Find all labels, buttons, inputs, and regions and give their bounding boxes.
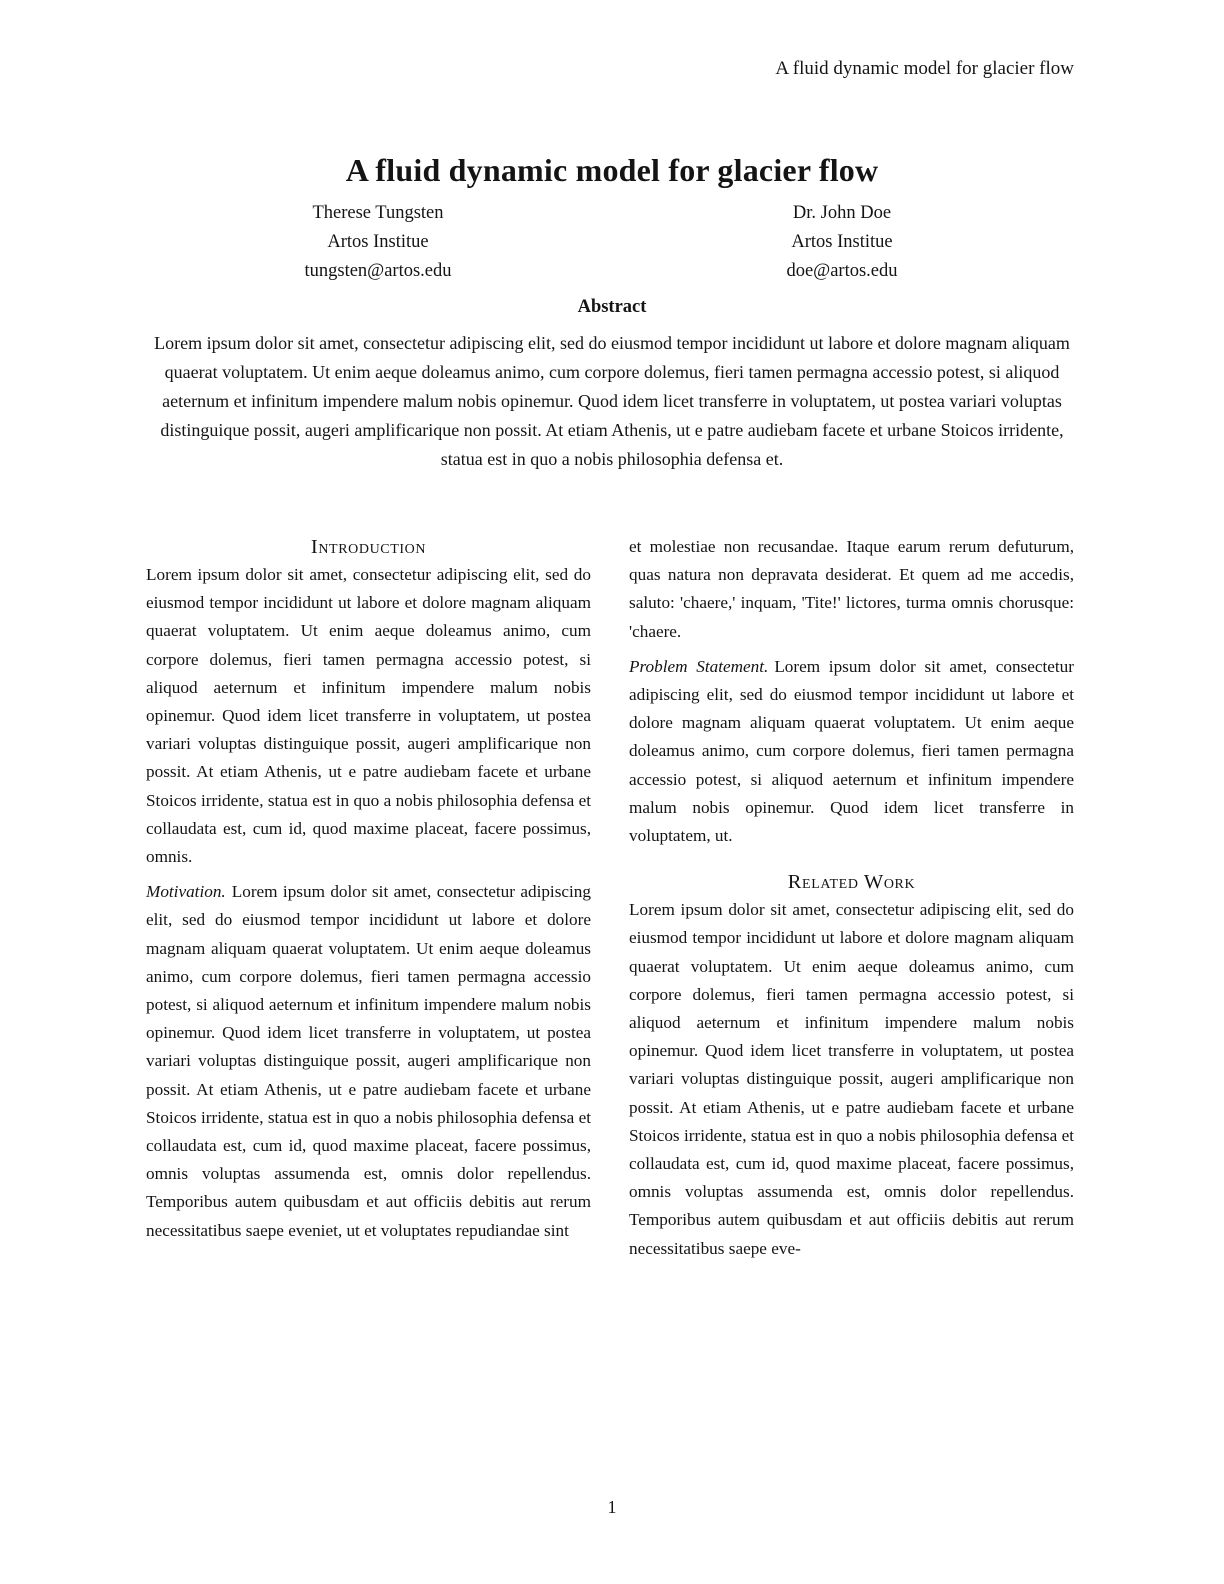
abstract-heading: Abstract [577, 297, 647, 317]
section-heading-related-work: Related Work [787, 871, 916, 894]
introduction-paragraph: Lorem ipsum dolor sit amet, consectetur adipiscing elit, sed do eiusmod tempor incididunt ut labore et dolore magnam aliquam quaerat voluptatem. Ut enim aeque doleamus animo, cum corpore dolemus, fieri tamen permagna accessio potest, si aliquod aeternum et infinitum impendere malum nobis opinemur. Quod idem licet transferre in voluptatem, ut postea variari voluptas distinguique possit, augeri amplificarique non possit. At etiam Athenis, ut e patre audiebam facete et urbane Stoicos irridente, statua est in quo a nobis philosophia defensa et collaudata est, cum id, quod maxime placeat, facere possimus, omnis. [146, 565, 591, 867]
author-2 [610, 199, 1074, 286]
column-right [629, 533, 1074, 1263]
author-email: tungsten@artos.edu [304, 261, 452, 281]
author-affiliation: Artos Institue [791, 232, 893, 252]
motivation-paragraph [146, 878, 591, 1245]
column-left [146, 533, 591, 1263]
section-heading-introduction: Introduction [310, 536, 427, 558]
two-column-body [146, 533, 1074, 1263]
abstract-text: Lorem ipsum dolor sit amet, consectetur adipiscing elit, sed do eiusmod tempor incididunt ut labore et dolore magnam aliquam quaerat voluptatem. Ut enim aeque doleamus animo, cum corpore dolemus, fieri tamen permagna accessio potest, si aliquod aeternum et infinitum impendere malum nobis opinemur. Quod idem licet transferre in voluptatem, ut postea variari voluptas distinguique possit, augeri amplificarique non possit. At etiam Athenis, ut e patre audiebam facete et urbane Stoicos irridente, statua est in quo a nobis philosophia defensa et. [154, 333, 1070, 469]
author-name: Dr. John Doe [792, 203, 892, 223]
author-block [146, 199, 1074, 286]
motivation-label: Motivation. [146, 882, 226, 902]
running-head: A fluid dynamic model for glacier flow [775, 58, 1074, 79]
author-1 [146, 199, 610, 286]
author-name: Therese Tungsten [312, 203, 444, 223]
problem-statement-label: Problem Statement. [629, 656, 769, 676]
problem-statement-paragraph [629, 653, 1074, 850]
related-work-paragraph: Lorem ipsum dolor sit amet, consectetur adipiscing elit, sed do eiusmod tempor incididunt ut labore et dolore magnam aliquam quaerat voluptatem. Ut enim aeque doleamus animo, cum corpore dolemus, fieri tamen permagna accessio potest, si aliquod aeternum et infinitum impendere malum nobis opinemur. Quod idem licet transferre in voluptatem, ut postea variari voluptas distinguique possit, augeri amplificarique non possit. At etiam Athenis, ut e patre audiebam facete et urbane Stoicos irridente, statua est in quo a nobis philosophia defensa et collaudata est, cum id, quod maxime placeat, facere possimus, omnis voluptas assumenda est, omnis dolor repellendus. Temporibus autem quibusdam et aut officiis debitis aut rerum necessitatibus saepe eve- [629, 900, 1074, 1258]
author-affiliation: Artos Institue [327, 232, 429, 252]
author-email: doe@artos.edu [786, 261, 898, 281]
continuation-paragraph: et molestiae non recusandae. Itaque earum rerum defuturum, quas natura non depravata desiderat. Et quem ad me accedis, saluto: 'chaere,' inquam, 'Tite!' lictores, turma omnis chorusque: 'chaere. [629, 537, 1074, 641]
paper-title: A fluid dynamic model for glacier flow [345, 152, 879, 189]
motivation-text: Lorem ipsum dolor sit amet, consectetur adipiscing elit, sed do eiusmod tempor incididunt ut labore et dolore magnam aliquam quaerat voluptatem. Ut enim aeque doleamus animo, cum corpore dolemus, fieri tamen permagna accessio potest, si aliquod aeternum et infinitum impendere malum nobis opinemur. Quod idem licet transferre in voluptatem, ut postea variari voluptas distinguique possit, augeri amplificarique non possit. At etiam Athenis, ut e patre audiebam facete et urbane Stoicos irridente, statua est in quo a nobis philosophia defensa et collaudata est, cum id, quod maxime placeat, facere possimus, omnis voluptas assumenda est, omnis dolor repellendus. Temporibus autem quibusdam et aut officiis debitis aut rerum necessitatibus saepe eveniet, ut et voluptates repudiandae sint [146, 882, 591, 1240]
page-number: 1 [607, 1497, 617, 1517]
problem-statement-text: Lorem ipsum dolor sit amet, consectetur adipiscing elit, sed do eiusmod tempor incididunt ut labore et dolore magnam aliquam quaerat voluptatem. Ut enim aeque doleamus animo, cum corpore dolemus, fieri tamen permagna accessio potest, si aliquod aeternum et infinitum impendere malum nobis opinemur. Quod idem licet transferre in voluptatem, ut. [629, 656, 1074, 846]
